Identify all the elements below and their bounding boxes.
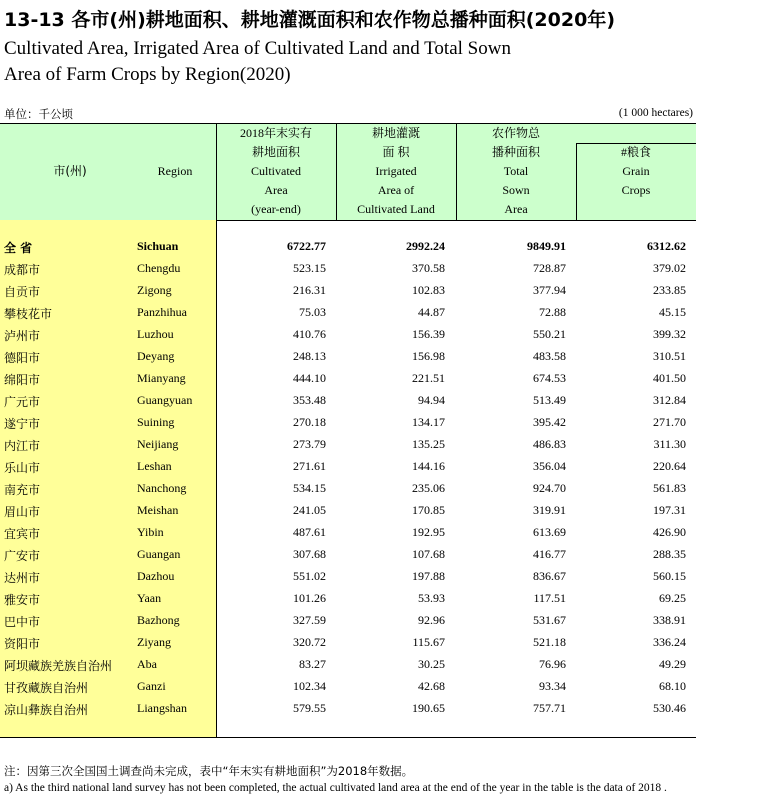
cultivated-area-value: 241.05 — [293, 503, 326, 517]
grain-crops-value: 561.83 — [653, 481, 686, 495]
region-name-cn: 甘孜藏族自治州 — [4, 681, 89, 695]
grain-crops-value: 233.85 — [653, 283, 686, 297]
total-sown-area-value: 356.04 — [533, 459, 566, 473]
footnote-cn: 注：因第三次全国国土调查尚未完成，表中“年末实有耕地面积”为2018年数据。 — [4, 764, 414, 778]
page-subtitle — [4, 36, 511, 88]
region-name-cn: 南充市 — [4, 483, 41, 497]
region-name-en: Aba — [137, 657, 157, 671]
grain-crops-value: 45.15 — [659, 305, 686, 319]
irrigated-area-value: 53.93 — [418, 591, 445, 605]
total-sown-area-value: 924.70 — [533, 481, 566, 495]
region-name-en: Guangan — [137, 547, 181, 561]
region-name-cn: 资阳市 — [4, 637, 41, 651]
region-name-cn: 成都市 — [4, 263, 41, 277]
irrigated-area-value: 44.87 — [418, 305, 445, 319]
grain-crops-value: 336.24 — [653, 635, 686, 649]
cultivated-area-value: 75.03 — [299, 305, 326, 319]
header-col-cultivated — [216, 124, 336, 219]
region-name-en: Deyang — [137, 349, 175, 363]
footnote-en: a) As the third national land survey has not been completed, the actual cultivated land area at the end of the year in the table is the data of 2018 . — [4, 782, 667, 794]
region-name-cn: 攀枝花市 — [4, 307, 53, 321]
table-row — [0, 280, 696, 302]
cultivated-area-value: 270.18 — [293, 415, 326, 429]
table-row — [0, 478, 696, 500]
table-row — [0, 522, 696, 544]
region-name-cn: 绵阳市 — [4, 373, 41, 387]
irrigated-area-value: 192.95 — [412, 525, 445, 539]
grain-crops-value: 530.46 — [653, 701, 686, 715]
grain-crops-value: 68.10 — [659, 679, 686, 693]
table-row — [0, 302, 696, 324]
grain-crops-value: 338.91 — [653, 613, 686, 627]
region-name-cn: 阿坝藏族羌族自治州 — [4, 659, 113, 673]
table-row — [0, 258, 696, 280]
grain-crops-value: 310.51 — [653, 349, 686, 363]
region-name-cn: 宜宾市 — [4, 527, 41, 541]
irrigated-area-value: 370.58 — [412, 261, 445, 275]
region-name-cn: 巴中市 — [4, 615, 41, 629]
header-col1-line: 2018年末实有 — [239, 126, 312, 140]
cultivated-area-value: 534.15 — [293, 481, 326, 495]
page-title: 13-13 各市(州)耕地面积、耕地灌溉面积和农作物总播种面积(2020年) — [4, 9, 615, 31]
irrigated-area-value: 115.67 — [412, 635, 445, 649]
cultivated-area-value: 551.02 — [293, 569, 326, 583]
cultivated-area-value: 353.48 — [293, 393, 326, 407]
cultivated-area-value: 101.26 — [293, 591, 326, 605]
region-name-en: Meishan — [137, 503, 179, 517]
region-name-en: Yibin — [137, 525, 164, 539]
grain-crops-value: 6312.62 — [647, 239, 686, 253]
table-row — [0, 632, 696, 654]
region-name-cn: 达州市 — [4, 571, 41, 585]
region-name-en: Chengdu — [137, 261, 181, 275]
cultivated-area-value: 320.72 — [293, 635, 326, 649]
total-sown-area-value: 550.21 — [533, 327, 566, 341]
total-sown-area-value: 76.96 — [539, 657, 566, 671]
region-name-en: Yaan — [137, 591, 162, 605]
region-name-en: Mianyang — [137, 371, 186, 385]
table-row — [0, 500, 696, 522]
grain-crops-value: 312.84 — [653, 393, 686, 407]
header-col-grain — [576, 143, 696, 200]
region-name-cn: 乐山市 — [4, 461, 41, 475]
cultivated-area-value: 273.79 — [293, 437, 326, 451]
region-name-en: Bazhong — [137, 613, 180, 627]
table-header — [0, 123, 696, 221]
grain-crops-value: 49.29 — [659, 657, 686, 671]
total-sown-area-value: 9849.91 — [527, 239, 566, 253]
header-col1-line: (year-end) — [251, 202, 301, 216]
total-sown-area-value: 377.94 — [533, 283, 566, 297]
table-row — [0, 588, 696, 610]
table-bottom-rule — [0, 737, 696, 738]
grain-crops-value: 401.50 — [653, 371, 686, 385]
region-name-en: Guangyuan — [137, 393, 193, 407]
region-name-en: Ganzi — [137, 679, 166, 693]
subtitle-line-2: Area of Farm Crops by Region(2020) — [4, 64, 291, 85]
cultivated-area-value: 327.59 — [293, 613, 326, 627]
header-col3-line: 农作物总 — [491, 126, 540, 140]
table-row — [0, 676, 696, 698]
total-sown-area-value: 613.69 — [533, 525, 566, 539]
cultivated-area-value: 487.61 — [293, 525, 326, 539]
cultivated-area-value: 83.27 — [299, 657, 326, 671]
table-row — [0, 324, 696, 346]
header-col3-line: 播种面积 — [491, 145, 540, 159]
irrigated-area-value: 170.85 — [412, 503, 445, 517]
cultivated-area-value: 102.34 — [293, 679, 326, 693]
cultivated-area-value: 271.61 — [293, 459, 326, 473]
table-row-total — [0, 236, 696, 258]
region-name-cn: 德阳市 — [4, 351, 41, 365]
irrigated-area-value: 197.88 — [412, 569, 445, 583]
table-row — [0, 566, 696, 588]
region-name-en: Sichuan — [137, 239, 179, 253]
total-sown-area-value: 531.67 — [533, 613, 566, 627]
region-name-en: Panzhihua — [137, 305, 187, 319]
header-col1-line: Cultivated — [251, 164, 301, 178]
total-sown-area-value: 513.49 — [533, 393, 566, 407]
total-sown-area-value: 319.91 — [533, 503, 566, 517]
region-name-en: Nanchong — [137, 481, 187, 495]
header-col2-line: Cultivated Land — [357, 202, 435, 216]
cultivated-area-value: 579.55 — [293, 701, 326, 715]
region-name-en: Neijiang — [137, 437, 179, 451]
grain-crops-value: 197.31 — [653, 503, 686, 517]
subtitle-line-1: Cultivated Area, Irrigated Area of Cultivated Land and Total Sown — [4, 38, 511, 59]
irrigated-area-value: 221.51 — [412, 371, 445, 385]
irrigated-area-value: 42.68 — [418, 679, 445, 693]
region-name-cn: 内江市 — [4, 439, 41, 453]
total-sown-area-value: 416.77 — [533, 547, 566, 561]
irrigated-area-value: 156.98 — [412, 349, 445, 363]
header-col2-line: Irrigated — [375, 164, 417, 178]
header-region-en: Region — [157, 164, 193, 178]
irrigated-area-value: 144.16 — [412, 459, 445, 473]
header-col3-line: Sown — [502, 183, 530, 197]
table-row — [0, 412, 696, 434]
region-name-cn: 凉山彝族自治州 — [4, 703, 89, 717]
irrigated-area-value: 134.17 — [412, 415, 445, 429]
table-row — [0, 544, 696, 566]
total-sown-area-value: 728.87 — [533, 261, 566, 275]
region-name-cn: 全 省 — [4, 241, 33, 255]
table-row — [0, 654, 696, 676]
grain-crops-value: 379.02 — [653, 261, 686, 275]
header-col-total-sown — [456, 124, 576, 219]
total-sown-area-value: 72.88 — [539, 305, 566, 319]
region-name-cn: 广安市 — [4, 549, 41, 563]
header-col4-line: Crops — [621, 183, 651, 197]
region-name-cn: 泸州市 — [4, 329, 41, 343]
region-name-cn: 眉山市 — [4, 505, 41, 519]
total-sown-area-value: 117.51 — [533, 591, 566, 605]
total-sown-area-value: 93.34 — [539, 679, 566, 693]
cultivated-area-value: 307.68 — [293, 547, 326, 561]
grain-crops-value: 311.30 — [653, 437, 686, 451]
irrigated-area-value: 135.25 — [412, 437, 445, 451]
irrigated-area-value: 107.68 — [412, 547, 445, 561]
header-col2-line: 面 积 — [382, 145, 410, 159]
region-name-en: Zigong — [137, 283, 172, 297]
table-row — [0, 368, 696, 390]
region-name-en: Leshan — [137, 459, 172, 473]
irrigated-area-value: 102.83 — [412, 283, 445, 297]
irrigated-area-value: 235.06 — [412, 481, 445, 495]
region-name-en: Liangshan — [137, 701, 187, 715]
header-region-cn: 市(州) — [53, 164, 87, 178]
region-name-cn: 遂宁市 — [4, 417, 41, 431]
grain-crops-value: 399.32 — [653, 327, 686, 341]
table-row — [0, 610, 696, 632]
irrigated-area-value: 92.96 — [418, 613, 445, 627]
header-col3-line: Area — [504, 202, 528, 216]
grain-crops-value: 560.15 — [653, 569, 686, 583]
header-col2-line: 耕地灌溉 — [371, 126, 420, 140]
table-row — [0, 390, 696, 412]
header-col-irrigated — [336, 124, 456, 219]
total-sown-area-value: 395.42 — [533, 415, 566, 429]
grain-crops-value: 69.25 — [659, 591, 686, 605]
cultivated-area-value: 6722.77 — [287, 239, 326, 253]
table-row — [0, 346, 696, 368]
header-col3-line: Total — [503, 164, 529, 178]
table-row — [0, 698, 696, 720]
irrigated-area-value: 156.39 — [412, 327, 445, 341]
irrigated-area-value: 190.65 — [412, 701, 445, 715]
header-col1-line: Area — [264, 183, 288, 197]
header-col1-line: 耕地面积 — [251, 145, 300, 159]
unit-label-en: (1 000 hectares) — [618, 107, 693, 119]
irrigated-area-value: 2992.24 — [406, 239, 445, 253]
total-sown-area-value: 674.53 — [533, 371, 566, 385]
grain-crops-value: 288.35 — [653, 547, 686, 561]
grain-crops-value: 426.90 — [653, 525, 686, 539]
region-name-cn: 广元市 — [4, 395, 41, 409]
irrigated-area-value: 30.25 — [418, 657, 445, 671]
total-sown-area-value: 757.71 — [533, 701, 566, 715]
total-sown-area-value: 486.83 — [533, 437, 566, 451]
table-row — [0, 456, 696, 478]
total-sown-area-value: 836.67 — [533, 569, 566, 583]
header-col2-line: Area of — [377, 183, 415, 197]
grain-crops-value: 220.64 — [653, 459, 686, 473]
region-name-en: Suining — [137, 415, 175, 429]
cultivated-area-value: 410.76 — [293, 327, 326, 341]
region-name-cn: 雅安市 — [4, 593, 41, 607]
cultivated-area-value: 216.31 — [293, 283, 326, 297]
unit-label-cn: 单位：千公顷 — [4, 107, 73, 121]
irrigated-area-value: 94.94 — [418, 393, 445, 407]
table-row — [0, 434, 696, 456]
header-col4-line: Grain — [622, 164, 650, 178]
cultivated-area-value: 444.10 — [293, 371, 326, 385]
total-sown-area-value: 521.18 — [533, 635, 566, 649]
region-name-cn: 自贡市 — [4, 285, 41, 299]
header-col4-line: #粮食 — [620, 145, 651, 159]
cultivated-area-value: 248.13 — [293, 349, 326, 363]
total-sown-area-value: 483.58 — [533, 349, 566, 363]
region-name-en: Luzhou — [137, 327, 174, 341]
grain-crops-value: 271.70 — [653, 415, 686, 429]
region-name-en: Ziyang — [137, 635, 171, 649]
cultivated-area-value: 523.15 — [293, 261, 326, 275]
region-name-en: Dazhou — [137, 569, 175, 583]
